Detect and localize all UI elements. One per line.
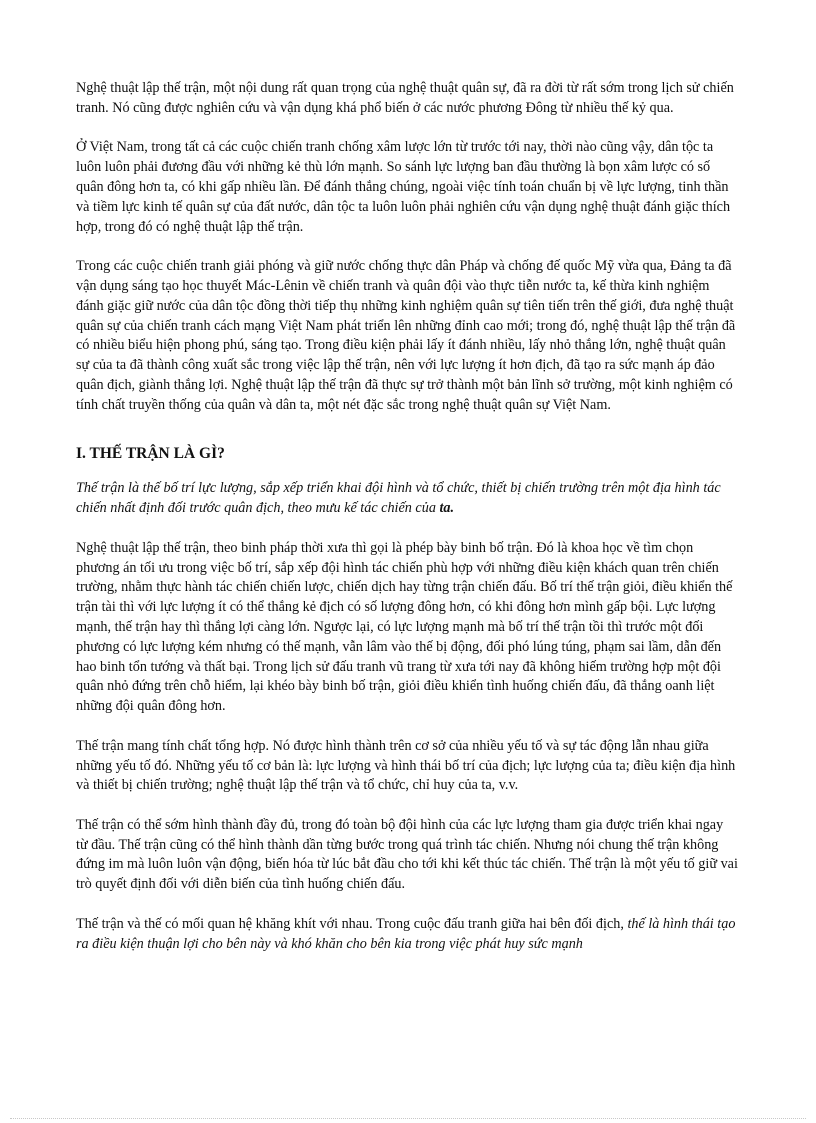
formation-paragraph: Thế trận có thể sớm hình thành đầy đủ, trong đó toàn bộ đội hình của các lực lượng tham gia được triển khai ngay từ đầu. Thế trận cũng có thể hình thành dần từng bước trong quá trình tác chiến. Nhưng nói chung thế trận không đứng im mà luôn luôn vận động, biến hóa từ lúc bắt đầu cho tới khi kết thúc tác chiến. Thế trận là một yếu tố giữ vai trò quyết định đối với diễn biến của tình huống chiến đấu.	[76, 816, 738, 893]
vietnam-paragraph: Ở Việt Nam, trong tất cả các cuộc chiến tranh chống xâm lược lớn từ trước tới nay, thời nào cũng vậy, dân tộc ta luôn luôn phải đương đầu với những kẻ thù lớn mạnh. So sánh lực lượng ban đầu thường là bọn xâm lược có số quân đông hơn ta, có khi gấp nhiều lần. Để đánh thắng chúng, ngoài việc tính toán chuẩn bị về lực lượng, tinh thần và tiềm lực kinh tế quân sự của đất nước, dân tộc ta luôn luôn phải nghiên cứu vận dụng nghệ thuật đánh giặc thích hợp, trong đó có nghệ thuật lập thế trận.	[76, 139, 731, 235]
page-bottom-border	[10, 1118, 806, 1119]
document-page	[76, 79, 738, 974]
relation-italic-text: thế là hình thái tạo ra điều kiện thuận lợi cho bên này và khó khăn cho bên kia trong việc phát huy sức mạnh	[76, 915, 736, 952]
definition-text: Thế trận là thế bố trí lực lượng, sắp xếp triển khai đội hình và tổ chức, thiết bị chiến trường trên một địa hình tác chiến nhất định đối trước quân địch, theo mưu kế tác chiến của	[76, 480, 721, 517]
definition-bold-tail: ta.	[439, 500, 455, 517]
definition-paragraph	[76, 479, 738, 519]
section-heading: I. THẾ TRẬN LÀ GÌ?	[76, 444, 225, 462]
relation-normal-text: Thế trận và thế có mối quan hệ khăng khít với nhau. Trong cuộc đấu tranh giữa hai bên đối địch,	[76, 915, 628, 932]
synthesis-paragraph: Thế trận mang tính chất tổng hợp. Nó được hình thành trên cơ sở của nhiều yếu tố và sự tác động lẫn nhau giữa những yếu tố đó. Những yếu tố cơ bản là: lực lượng và hình thái bố trí của địch; lực lượng của ta; điều kiện địa hình và thiết bị chiến trường; nghệ thuật lập thế trận và tổ chức, chỉ huy của ta, v.v.	[76, 737, 736, 794]
intro-paragraph: Nghệ thuật lập thế trận, một nội dung rất quan trọng của nghệ thuật quân sự, đã ra đời từ rất sớm trong lịch sử chiến tranh. Nó cũng được nghiên cứu và vận dụng khá phổ biến ở các nước phương Đông từ nhiều thế kỷ qua.	[76, 80, 734, 116]
art-paragraph: Nghệ thuật lập thế trận, theo binh pháp thời xưa thì gọi là phép bày binh bố trận. Đó là khoa học về tìm chọn phương án tối ưu trong việc bố trí, sắp xếp đội hình tác chiến phù hợp với những điều kiện khách quan trên chiến trường, nhằm thực hành tác chiến chiến lược, chiến dịch hay từng trận chiến đấu. Bố trí thế trận giỏi, điều khiển thế trận tài thì với lực lượng ít có thể thắng kẻ địch có số lượng đông hơn, có khi đông hơn mình gấp bội. Lực lượng mạnh, thế trận hay thì thắng lợi càng lớn. Ngược lại, có lực lượng mạnh mà bố trí thế trận tồi thì trước một đối phương có lực lượng kém nhưng có thế mạnh, vẫn lâm vào thế bị động, đối phó lúng túng, phạm sai lầm, dẫn đến hao binh tổn tướng và thất bại. Trong lịch sử đấu tranh vũ trang từ xưa tới nay đã không hiếm trường hợp một đội quân nhỏ đứng trên chỗ hiểm, lại khéo bày binh bố trận, giỏi điều khiển tình huống chiến đấu, đã thắng oanh liệt những đội quân đông hơn.	[76, 539, 733, 715]
relation-paragraph	[76, 915, 738, 955]
resistance-paragraph: Trong các cuộc chiến tranh giải phóng và giữ nước chống thực dân Pháp và chống đế quốc Mỹ vừa qua, Đảng ta đã vận dụng sáng tạo học thuyết Mác-Lênin về chiến tranh và quân đội vào thực tiễn nước ta, kế thừa kinh nghiệm đánh giặc giữ nước của dân tộc đồng thời tiếp thụ những kinh nghiệm quân sự tiên tiến trên thế giới, đưa nghệ thuật quân sự của chiến tranh cách mạng Việt Nam phát triển lên những đỉnh cao mới; trong đó, nghệ thuật lập thế trận đã có nhiều biểu hiện phong phú, sáng tạo. Trong điều kiện phải lấy ít đánh nhiều, lấy nhỏ thắng lớn, nghệ thuật quân sự của ta đã thành công xuất sắc trong việc lập thế trận, nên với lực lượng ít hơn địch, đã tạo ra sức mạnh áp đảo quân địch, giành thắng lợi. Nghệ thuật lập thế trận đã thực sự trở thành một bản lĩnh sở trường, một kinh nghiệm có tính chất truyền thống của quân và dân ta, một nét đặc sắc trong nghệ thuật quân sự Việt Nam.	[76, 258, 736, 413]
